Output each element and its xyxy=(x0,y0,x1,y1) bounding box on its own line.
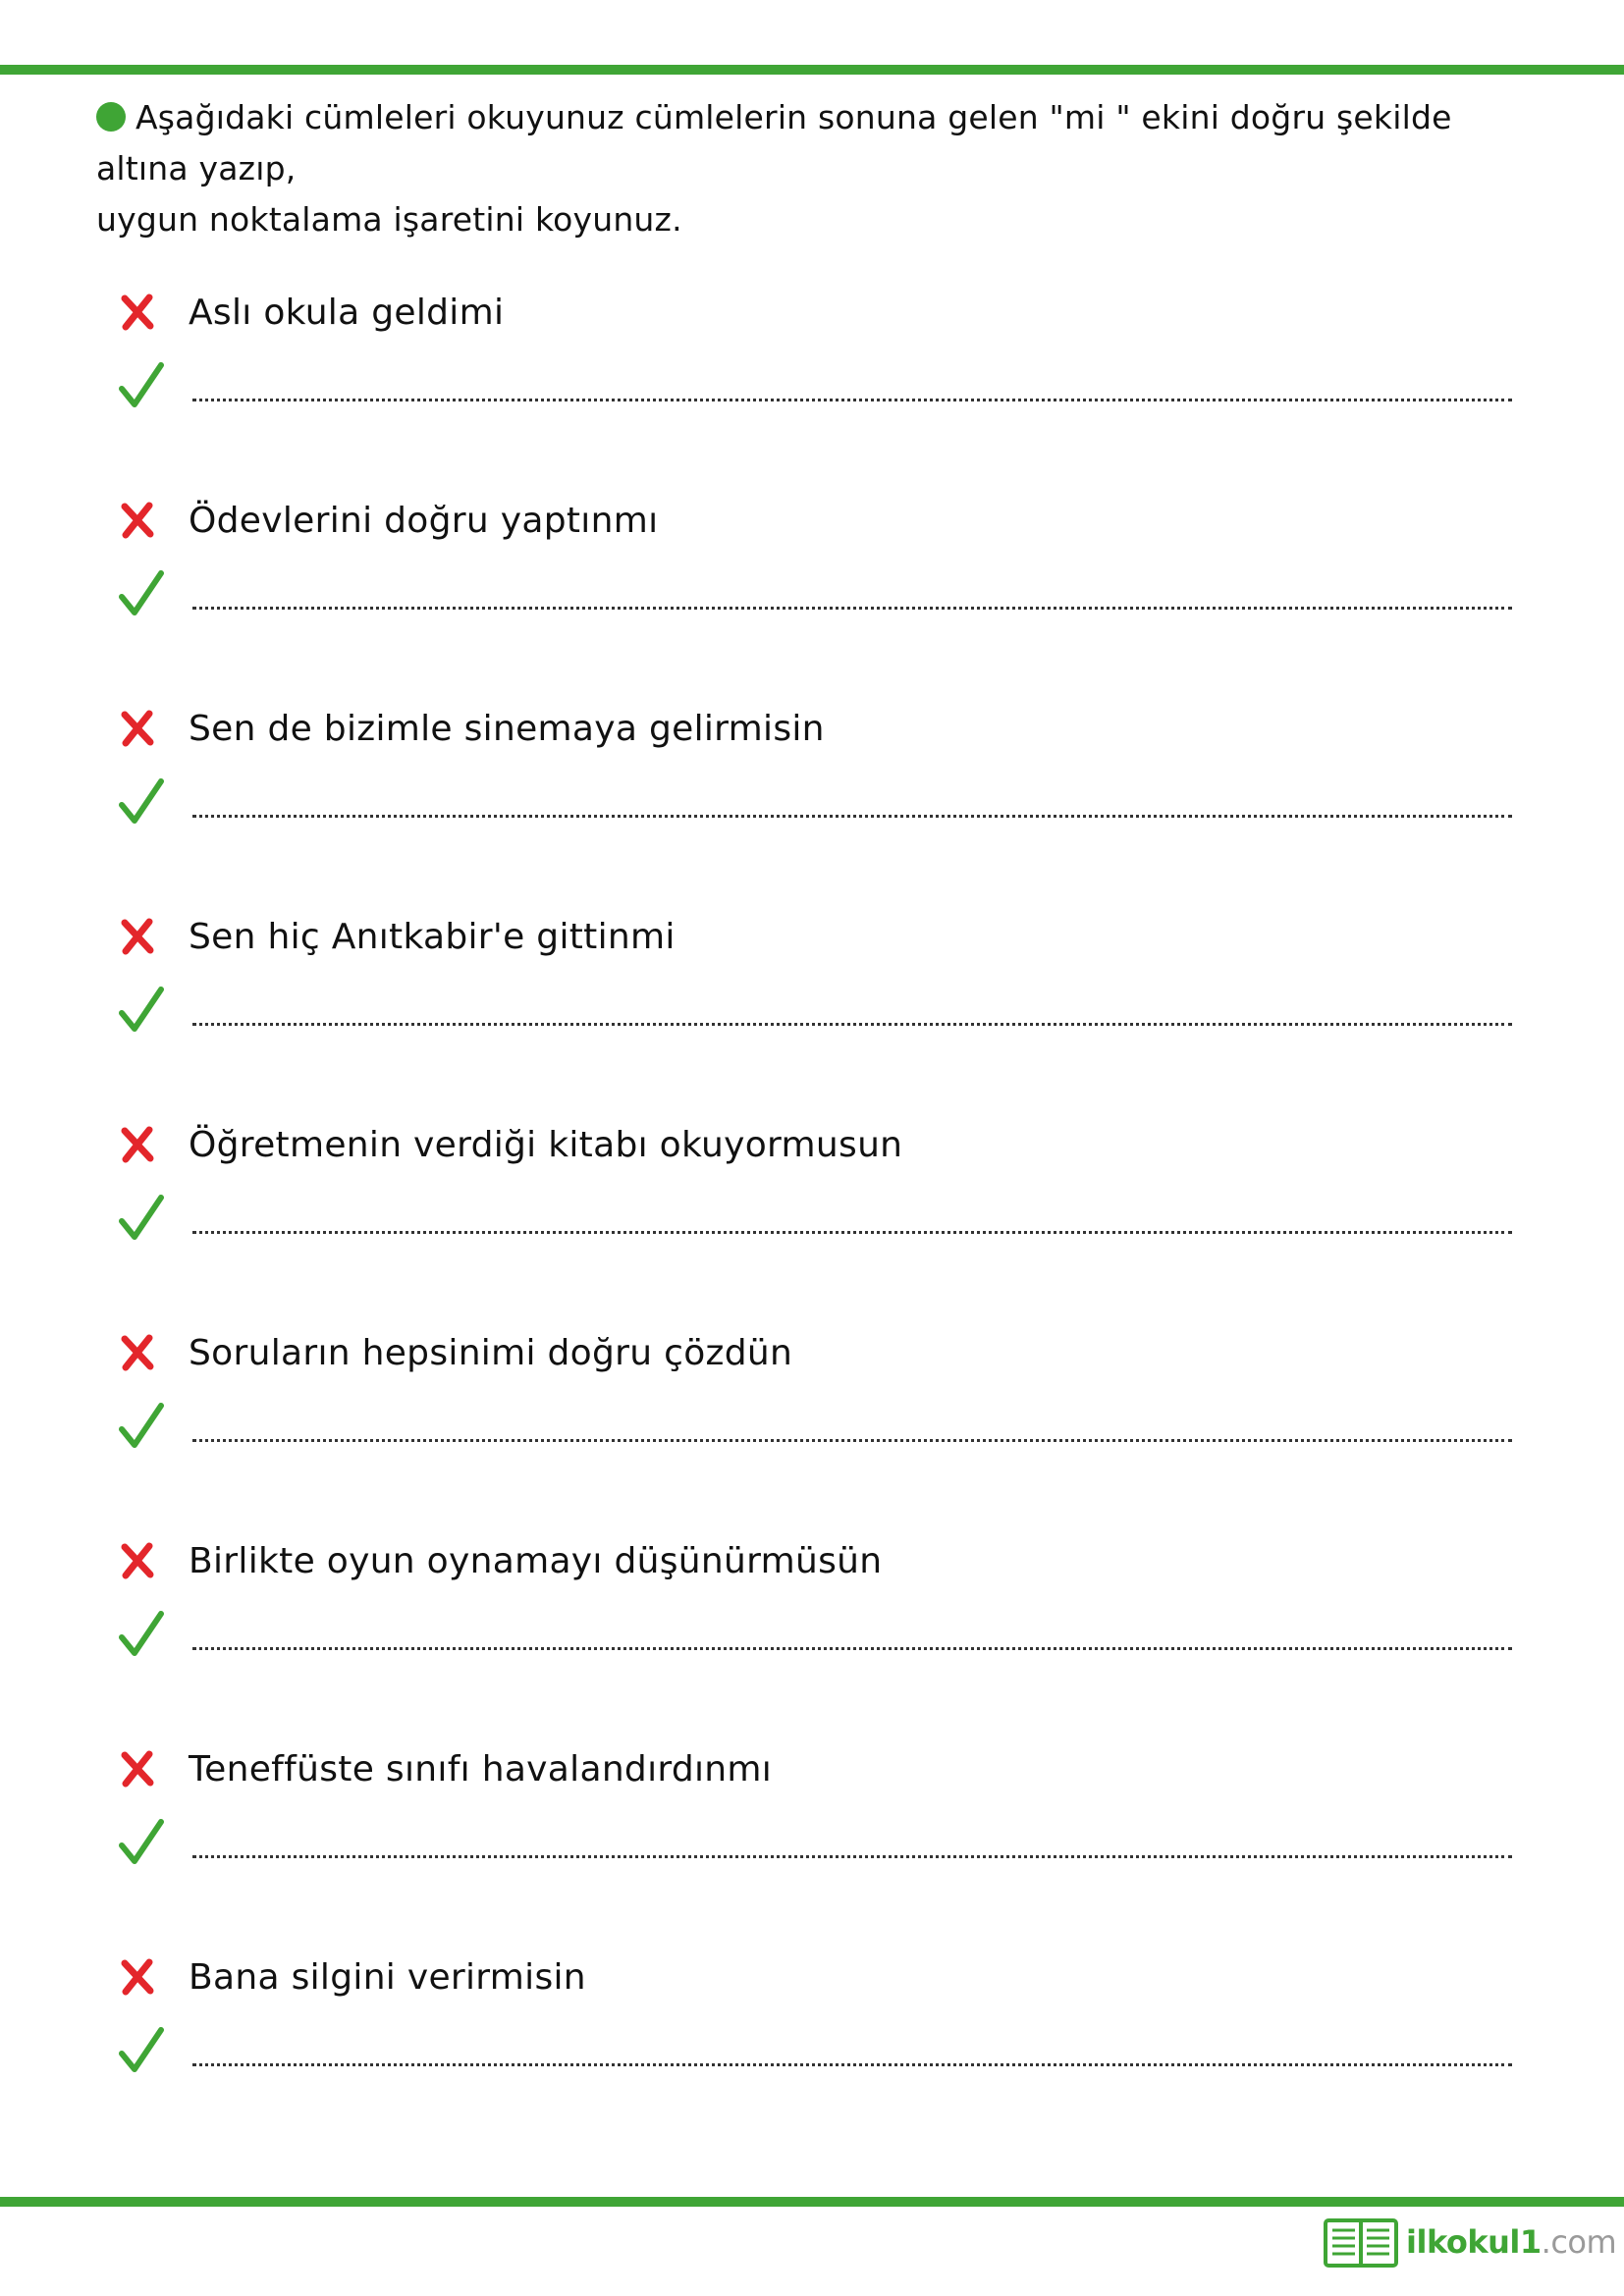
answer-line[interactable] xyxy=(192,2063,1512,2066)
answer-line[interactable] xyxy=(192,1855,1512,1858)
answer-line[interactable] xyxy=(192,1023,1512,1026)
answer-row xyxy=(118,777,1512,846)
instruction-line-2: uygun noktalama işaretini koyunuz. xyxy=(96,200,682,239)
check-icon xyxy=(118,361,165,410)
check-icon xyxy=(118,1818,165,1867)
cross-icon xyxy=(118,1125,157,1164)
answer-line[interactable] xyxy=(192,1647,1512,1650)
incorrect-sentence: Bana silgini verirmisin xyxy=(189,1956,586,1998)
bottom-divider xyxy=(0,2197,1624,2207)
exercise-item xyxy=(118,907,1512,1054)
answer-row xyxy=(118,1402,1512,1470)
check-icon xyxy=(118,1610,165,1659)
cross-icon xyxy=(118,1749,157,1789)
check-icon xyxy=(118,986,165,1035)
question-row xyxy=(118,1948,586,2006)
top-divider xyxy=(0,65,1624,75)
answer-row xyxy=(118,1610,1512,1679)
answer-row xyxy=(118,2026,1512,2095)
check-icon xyxy=(118,1194,165,1243)
check-icon xyxy=(118,2026,165,2075)
cross-icon xyxy=(118,1333,157,1372)
exercise-item xyxy=(118,699,1512,846)
question-row xyxy=(118,1115,902,1174)
answer-line[interactable] xyxy=(192,399,1512,401)
incorrect-sentence: Öğretmenin verdiği kitabı okuyormusun xyxy=(189,1124,903,1165)
question-row xyxy=(118,1531,882,1590)
cross-icon xyxy=(118,1541,157,1580)
green-bullet-icon xyxy=(96,102,126,132)
incorrect-sentence: Aslı okula geldimi xyxy=(189,292,505,333)
question-row xyxy=(118,907,676,966)
incorrect-sentence: Soruların hepsinimi doğru çözdün xyxy=(189,1332,793,1373)
exercise-item xyxy=(118,1531,1512,1679)
question-row xyxy=(118,1323,792,1382)
exercise-item xyxy=(118,1323,1512,1470)
answer-line[interactable] xyxy=(192,1439,1512,1442)
exercise-item xyxy=(118,283,1512,430)
exercise-item xyxy=(118,1739,1512,1887)
answer-row xyxy=(118,361,1512,430)
answer-line[interactable] xyxy=(192,607,1512,610)
site-logo xyxy=(1324,2211,1616,2273)
incorrect-sentence: Birlikte oyun oynamayı düşünürmüsün xyxy=(189,1540,883,1581)
instruction-line-1: Aşağıdaki cümleleri okuyunuz cümlelerin sonuna gelen "mi " ekini doğru şekilde altına yazıp, xyxy=(96,98,1452,187)
check-icon xyxy=(118,1402,165,1451)
instruction xyxy=(96,92,1530,245)
answer-line[interactable] xyxy=(192,1231,1512,1234)
incorrect-sentence: Sen de bizimle sinemaya gelirmisin xyxy=(189,708,825,749)
cross-icon xyxy=(118,917,157,956)
open-book-icon xyxy=(1324,2215,1398,2269)
exercise-item xyxy=(118,1948,1512,2095)
logo-text: ilkokul1.com xyxy=(1406,2223,1617,2261)
cross-icon xyxy=(118,1957,157,1997)
answer-row xyxy=(118,986,1512,1054)
answer-row xyxy=(118,1194,1512,1262)
answer-row xyxy=(118,569,1512,638)
question-row xyxy=(118,1739,772,1798)
cross-icon xyxy=(118,501,157,540)
question-row xyxy=(118,699,825,758)
incorrect-sentence: Sen hiç Anıtkabir'e gittinmi xyxy=(189,916,676,957)
incorrect-sentence: Ödevlerini doğru yaptınmı xyxy=(189,500,659,541)
incorrect-sentence: Teneffüste sınıfı havalandırdınmı xyxy=(189,1748,773,1789)
exercise-item xyxy=(118,491,1512,638)
answer-line[interactable] xyxy=(192,815,1512,818)
cross-icon xyxy=(118,293,157,332)
exercise-item xyxy=(118,1115,1512,1262)
check-icon xyxy=(118,777,165,827)
question-row xyxy=(118,491,658,550)
cross-icon xyxy=(118,709,157,748)
answer-row xyxy=(118,1818,1512,1887)
question-row xyxy=(118,283,504,342)
check-icon xyxy=(118,569,165,618)
